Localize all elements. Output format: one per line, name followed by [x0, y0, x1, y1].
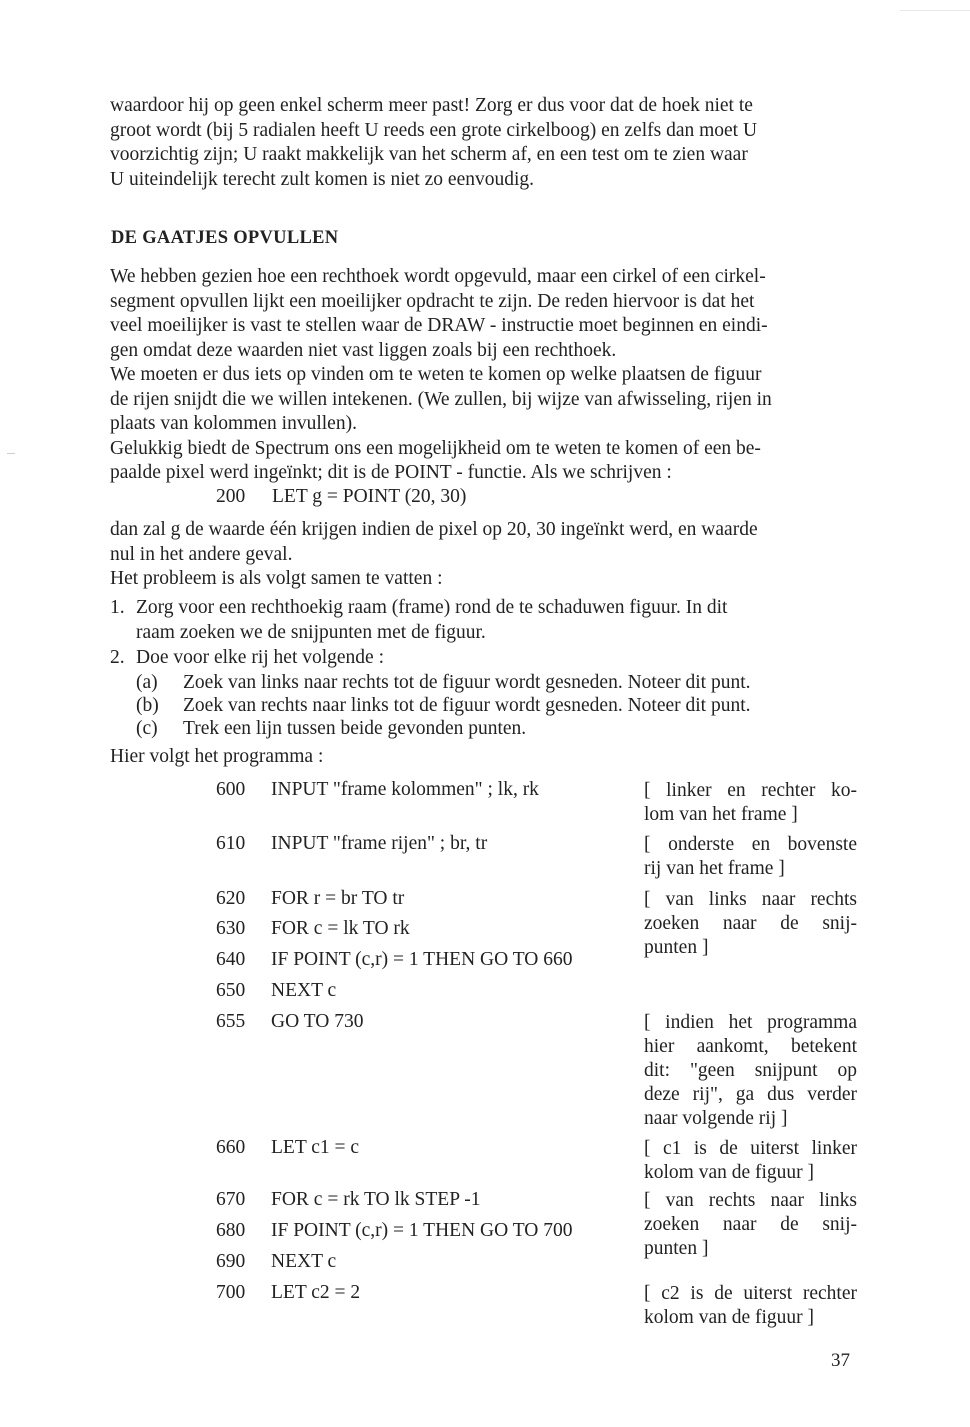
code-comment — [644, 1011, 857, 1131]
line-number: 660 — [216, 1137, 246, 1158]
text-line: waardoor hij op geen enkel scherm meer past! Zorg er dus voor dat de hoek niet te — [110, 95, 753, 116]
sublist-item — [136, 671, 751, 696]
code-text: LET c2 = 2 — [271, 1282, 361, 1303]
program-line — [216, 1011, 363, 1033]
program-line — [216, 1220, 573, 1242]
program-line — [216, 918, 410, 940]
code-text: LET g = POINT (20, 30) — [272, 486, 467, 507]
program-line — [216, 779, 539, 801]
page-number: 37 — [831, 1350, 850, 1371]
margin-mark — [7, 453, 15, 454]
explanation-paragraph-2 — [110, 518, 856, 592]
list-text: Zorg voor een rechthoekig raam (frame) rond de te schaduwen figuur. In dit — [136, 597, 728, 618]
code-comment — [644, 888, 857, 960]
text-line: de rijen snijdt die we willen intekenen. (We zullen, bij wijze van afwisseling, rijen in — [110, 388, 772, 410]
program-line — [216, 1189, 480, 1211]
comment-line: [ c2 is de uiterst rechter — [644, 1283, 857, 1304]
sublist-marker: (a) — [136, 672, 158, 693]
comment-line: punten ] — [644, 937, 709, 958]
line-number: 630 — [216, 918, 246, 939]
explanation-paragraph — [110, 265, 856, 486]
line-number: 200 — [216, 486, 246, 507]
section-heading: DE GAATJES OPVULLEN — [111, 228, 339, 248]
code-text: IF POINT (c,r) = 1 THEN GO TO 660 — [271, 949, 573, 970]
comment-line: punten ] — [644, 1238, 709, 1259]
text-line: Gelukkig biedt de Spectrum ons een mogelijkheid om te weten te komen of een be- — [110, 437, 761, 459]
code-text: NEXT c — [271, 1251, 337, 1272]
text-line: dan zal g de waarde één krijgen indien de pixel op 20, 30 ingeïnkt werd, en waarde — [110, 519, 758, 540]
text-line: Het probleem is als volgt samen te vatten : — [110, 568, 443, 589]
sublist-text: Zoek van rechts naar links tot de figuur wordt gesneden. Noteer dit punt. — [183, 695, 751, 716]
code-text: IF POINT (c,r) = 1 THEN GO TO 700 — [271, 1220, 573, 1241]
comment-line: hier aankomt, betekent — [644, 1036, 857, 1057]
comment-line: dit: "geen snijpunt op — [644, 1060, 857, 1081]
code-comment — [644, 1137, 857, 1185]
sublist-text: Zoek van links naar rechts tot de figuur wordt gesneden. Noteer dit punt. — [183, 672, 751, 693]
intro-paragraph — [110, 94, 856, 192]
text-line: We hebben gezien hoe een rechthoek wordt opgevuld, maar een cirkel of een cirkel- — [110, 266, 766, 287]
line-number: 650 — [216, 980, 246, 1001]
sublist-text: Trek een lijn tussen beide gevonden punten. — [183, 718, 527, 739]
comment-line: [ van links naar rechts — [644, 889, 857, 910]
code-text: INPUT "frame kolommen" ; lk, rk — [271, 779, 539, 800]
comment-line: [ c1 is de uiterst linker — [644, 1138, 857, 1159]
text-line: groot wordt (bij 5 radialen heeft U reeds een grote cirkelboog) en zelfs dan moet U — [110, 119, 758, 141]
line-number: 610 — [216, 833, 246, 854]
program-line — [216, 888, 404, 910]
program-line — [216, 1251, 336, 1273]
sublist-item — [136, 694, 751, 719]
line-number: 670 — [216, 1189, 246, 1210]
list-marker: 2. — [110, 647, 125, 668]
comment-line: zoeken naar de snij- — [644, 1214, 857, 1235]
comment-line: naar volgende rij ] — [644, 1108, 788, 1129]
text-line: U uiteindelijk terecht zult komen is niet zo eenvoudig. — [110, 168, 535, 190]
code-text: FOR r = br TO tr — [271, 888, 405, 909]
code-text: LET c1 = c — [271, 1137, 360, 1158]
code-text: NEXT c — [271, 980, 337, 1001]
line-number: 680 — [216, 1220, 246, 1241]
comment-line: lom van het frame ] — [644, 804, 798, 825]
line-number: 620 — [216, 888, 246, 909]
comment-line: [ indien het programma — [644, 1012, 857, 1033]
program-line — [216, 949, 573, 971]
text-line: We moeten er dus iets op vinden om te weten te komen op welke plaatsen de figuur — [110, 364, 762, 385]
text-line: paalde pixel werd ingeïnkt; dit is de POINT - functie. Als we schrijven : — [110, 462, 672, 483]
text-line: segment opvullen lijkt een moeilijker opdracht te zijn. De reden hiervoor is dat het — [110, 290, 755, 312]
line-number: 600 — [216, 779, 246, 800]
scan-edge-line — [900, 10, 970, 11]
line-number: 690 — [216, 1251, 246, 1272]
text-line: veel moeilijker is vast te stellen waar de DRAW - instructie moet beginnen en eindi- — [110, 315, 768, 336]
code-comment — [644, 779, 857, 827]
text-line: nul in het andere geval. — [110, 543, 293, 565]
comment-line: [ onderste en bovenste — [644, 834, 857, 855]
text-line: voorzichtig zijn; U raakt makkelijk van het scherm af, en een test om te zien waar — [110, 144, 748, 165]
code-comment — [644, 1189, 857, 1261]
line-number: 655 — [216, 1011, 246, 1032]
code-text: FOR c = rk TO lk STEP -1 — [271, 1189, 481, 1210]
code-text: FOR c = lk TO rk — [271, 918, 410, 939]
list-item — [110, 646, 856, 671]
comment-line: zoeken naar de snij- — [644, 913, 857, 934]
code-comment — [644, 1282, 857, 1330]
program-line — [216, 980, 336, 1002]
comment-line: [ van rechts naar links — [644, 1190, 857, 1211]
code-comment — [644, 833, 857, 881]
sublist-marker: (b) — [136, 695, 159, 716]
sublist-marker: (c) — [136, 718, 158, 739]
list-marker: 1. — [110, 597, 125, 618]
sublist-item — [136, 717, 526, 742]
text-line: plaats van kolommen invullen). — [110, 413, 357, 434]
comment-line: kolom van de figuur ] — [644, 1162, 815, 1183]
list-text: raam zoeken we de snijpunten met de figuur. — [136, 621, 486, 643]
comment-line: [ linker en rechter ko- — [644, 780, 857, 801]
program-line — [216, 1282, 360, 1304]
program-intro: Hier volgt het programma : — [110, 746, 324, 767]
code-text: GO TO 730 — [271, 1011, 364, 1032]
code-text: INPUT "frame rijen" ; br, tr — [271, 833, 488, 854]
example-code-line — [216, 486, 466, 508]
line-number: 640 — [216, 949, 246, 970]
program-line — [216, 833, 487, 855]
comment-line: rij van het frame ] — [644, 858, 785, 879]
line-number: 700 — [216, 1282, 246, 1303]
list-text: Doe voor elke rij het volgende : — [136, 647, 385, 668]
program-line — [216, 1137, 359, 1159]
list-item — [110, 596, 856, 645]
comment-line: deze rij", ga dus verder — [644, 1084, 857, 1105]
comment-line: kolom van de figuur ] — [644, 1307, 815, 1328]
text-line: gen omdat deze waarden niet vast liggen zoals bij een rechthoek. — [110, 339, 617, 361]
